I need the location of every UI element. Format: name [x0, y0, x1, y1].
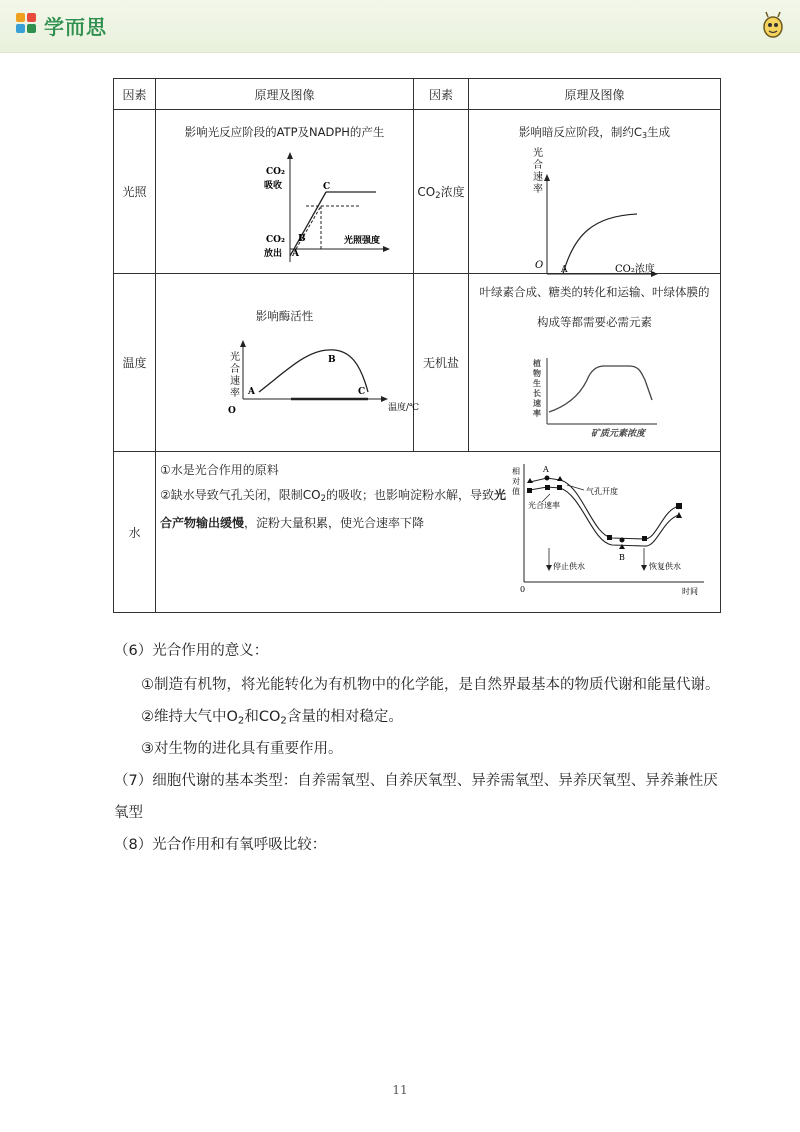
brand-mark-icon: [14, 11, 40, 39]
temp-y-2: 合: [230, 364, 240, 375]
s6-item2-c: 含量的相对稳定。: [286, 709, 403, 725]
co2-y-4: 率: [533, 184, 543, 195]
co2-y-2: 合: [533, 160, 543, 171]
section-6-item-1: ①制造有机物，将光能转化为有机物中的化学能，是自然界最基本的物质代谢和能量代谢。: [141, 677, 720, 693]
mineral-y-6: 率: [533, 408, 541, 418]
co2-principle-cell: [469, 110, 721, 274]
light-y-top: CO₂: [266, 167, 285, 177]
factor-co2-sub: 2: [435, 190, 441, 201]
mascot-icon: [760, 10, 786, 40]
s6-item2-a: ②维持大气中O: [141, 709, 238, 725]
light-y-bottom2: 放出: [264, 249, 283, 259]
factor-water: 水: [114, 452, 156, 613]
water-photo-label: 光合速率: [528, 501, 560, 510]
light-chart: [156, 144, 414, 274]
mineral-principle-cell: [469, 274, 721, 452]
brand-logo: [14, 10, 107, 40]
section-7-line-2: 氧型: [114, 805, 143, 821]
light-principle: 影响光反应阶段的ATP及NADPH的产生: [184, 125, 385, 139]
temp-point-b: B: [328, 355, 336, 365]
co2-y-1: 光: [533, 148, 543, 159]
water-line-2-sub: 2: [320, 493, 326, 504]
water-stop-label: 停止供水: [553, 562, 585, 571]
s6-item2-b: 和CO: [244, 709, 281, 725]
light-point-b: B: [298, 234, 306, 244]
light-principle-cell: [156, 110, 414, 274]
co2-origin: O: [535, 260, 544, 271]
water-line-2: [160, 483, 510, 511]
water-chart: [512, 460, 712, 600]
factor-temperature: 温度: [114, 274, 156, 452]
temp-origin: O: [228, 406, 236, 416]
header-factor-2: 因素: [414, 79, 469, 110]
factor-mineral: 无机盐: [414, 274, 469, 452]
mineral-y-5: 速: [533, 398, 541, 408]
mineral-y-4: 长: [533, 388, 541, 398]
water-line-3: [160, 511, 510, 536]
mineral-y-1: 植: [533, 358, 541, 368]
mineral-y-2: 物: [533, 368, 541, 378]
section-7-line-1: （7）细胞代谢的基本类型：自养需氧型、自养厌氧型、异养需氧型、异养厌氧型、异养兼性厌: [114, 773, 718, 789]
water-stomata-label: 气孔开度: [586, 487, 618, 496]
s6-item2-sub1: 2: [237, 715, 245, 727]
page-number: 11: [392, 1083, 408, 1097]
water-line-1: ①水是光合作用的原料: [160, 463, 279, 477]
co2-principle-prefix: 影响暗反应阶段，制约C: [518, 125, 642, 139]
factor-co2-suffix: 浓度: [440, 184, 465, 199]
light-x-label: 光照强度: [344, 236, 381, 246]
mineral-x-label: 矿质元素浓度: [591, 429, 646, 439]
section-6-item-3: ③对生物的进化具有重要作用。: [141, 741, 343, 757]
temperature-principle-cell: [156, 274, 420, 452]
water-point-a: A: [543, 465, 549, 474]
brand-name: 学而思: [44, 14, 107, 39]
water-origin: 0: [520, 585, 526, 594]
factor-co2-prefix: CO: [417, 184, 436, 199]
temperature-chart: [156, 336, 420, 446]
co2-principle-sub: 3: [641, 131, 648, 140]
co2-point-a: A: [561, 265, 568, 275]
co2-x-label: CO₂浓度: [615, 264, 655, 275]
temp-y-4: 率: [230, 388, 240, 399]
temp-point-c: C: [358, 387, 366, 397]
water-text: [160, 458, 510, 536]
co2-chart: [469, 144, 721, 274]
section-8-title: （8）光合作用和有氧呼吸比较：: [114, 837, 327, 853]
water-point-b: B: [619, 553, 625, 562]
water-line-3-bold: 合产物输出缓慢: [160, 516, 245, 531]
light-y-bottom: CO₂: [266, 235, 285, 245]
water-line-2a: ②缺水导致气孔关闭，限制CO: [160, 488, 321, 502]
s6-item2-sub2: 2: [280, 715, 287, 727]
water-resume-label: 恢复供水: [649, 562, 681, 571]
mineral-chart: [469, 352, 721, 452]
co2-principle-suffix: 生成: [647, 125, 671, 139]
temp-x-label: 温度/℃: [388, 403, 420, 413]
water-principle-cell: [156, 452, 721, 613]
header-factor-1: 因素: [114, 79, 156, 110]
mineral-principle-2: 构成等都需要必需元素: [537, 315, 652, 329]
page-header: [0, 0, 800, 53]
water-y-1: 相: [512, 467, 520, 476]
header-principle-1: 原理及图像: [156, 79, 414, 110]
water-line-2b: 的吸收；也影响淀粉水解，导致: [325, 488, 494, 502]
mineral-principle-1: 叶绿素合成、糖类的转化和运输、叶绿体膜的: [479, 285, 710, 299]
light-point-c: C: [323, 182, 331, 192]
water-y-2: 对: [512, 477, 520, 486]
temp-point-a: A: [248, 387, 255, 397]
light-y-top2: 吸收: [264, 181, 283, 191]
temperature-principle: 影响酶活性: [255, 309, 314, 323]
temp-y-1: 光: [230, 352, 240, 363]
factors-table: [113, 78, 721, 613]
factor-co2: [414, 110, 469, 274]
water-line-2-bold: 光: [493, 488, 506, 502]
temp-y-3: 速: [230, 376, 240, 387]
co2-principle: [469, 124, 720, 140]
water-x-label: 时间: [682, 587, 698, 596]
section-6-item-2: [141, 707, 403, 732]
factor-light: 光照: [114, 110, 156, 274]
header-principle-2: 原理及图像: [469, 79, 721, 110]
mineral-y-3: 生: [533, 378, 541, 388]
light-point-a: A: [292, 249, 299, 259]
water-line-3-rest: ，淀粉大量积累，使光合速率下降: [244, 516, 425, 531]
co2-y-3: 速: [533, 172, 543, 183]
section-6-title: （6）光合作用的意义：: [114, 643, 269, 659]
water-y-3: 值: [512, 487, 520, 496]
